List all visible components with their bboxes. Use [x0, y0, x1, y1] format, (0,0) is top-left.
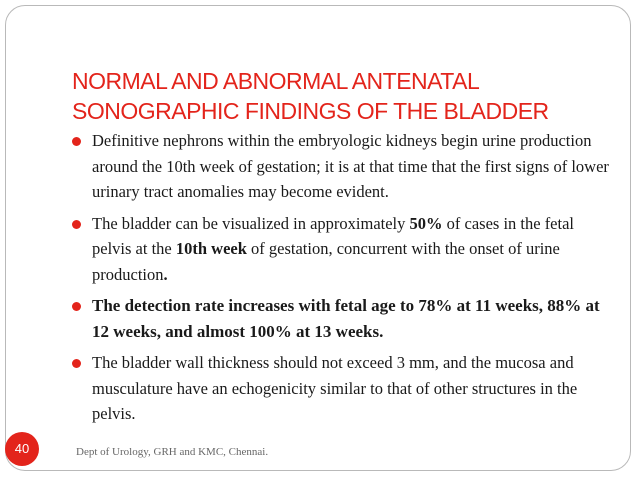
bullet-item-2 — [72, 211, 612, 288]
bullet-item-1 — [72, 128, 612, 205]
bullet-icon — [72, 220, 81, 229]
bullet-text: The bladder wall thickness should not exceed 3 mm, and the mucosa and musculature have an echogenicity similar to that of other structures in the pelvis. — [92, 353, 578, 423]
slide-title — [72, 66, 612, 126]
bullet-text: Definitive nephrons within the embryologic kidneys begin urine production around the 10th week of gestation; it is at that time that the first signs of lower urinary tract anomalies may become evident. — [92, 131, 609, 201]
bullet-text-part: of cases in the fetal pelvis at the — [92, 213, 574, 258]
bullet-icon — [72, 302, 81, 311]
bullet-icon — [72, 359, 81, 368]
bullet-item-3 — [72, 293, 612, 344]
bullet-bold-percent: 50% — [409, 213, 443, 233]
page-number-badge: 40 — [5, 432, 39, 466]
slide-title-line-2: SONOGRAPHIC FINDINGS OF THE BLADDER — [72, 98, 549, 124]
bullet-bold-period: . — [163, 264, 168, 284]
bullet-text: The detection rate increases with fetal age to 78% at 11 weeks, 88% at 12 weeks, and almost 100% at 13 weeks. — [92, 296, 600, 341]
bullet-list — [72, 128, 612, 433]
slide — [5, 5, 631, 471]
bullet-icon — [72, 137, 81, 146]
bullet-text-part: The bladder can be visualized in approximately — [92, 213, 410, 233]
bullet-text-part: of gestation, concurrent with the onset of urine production — [92, 239, 560, 284]
bullet-bold-week: 10th week — [175, 239, 247, 258]
bullet-item-4 — [72, 350, 612, 427]
slide-title-line-1: NORMAL AND ABNORMAL ANTENATAL — [72, 68, 480, 94]
footer-text: Dept of Urology, GRH and KMC, Chennai. — [76, 446, 269, 458]
